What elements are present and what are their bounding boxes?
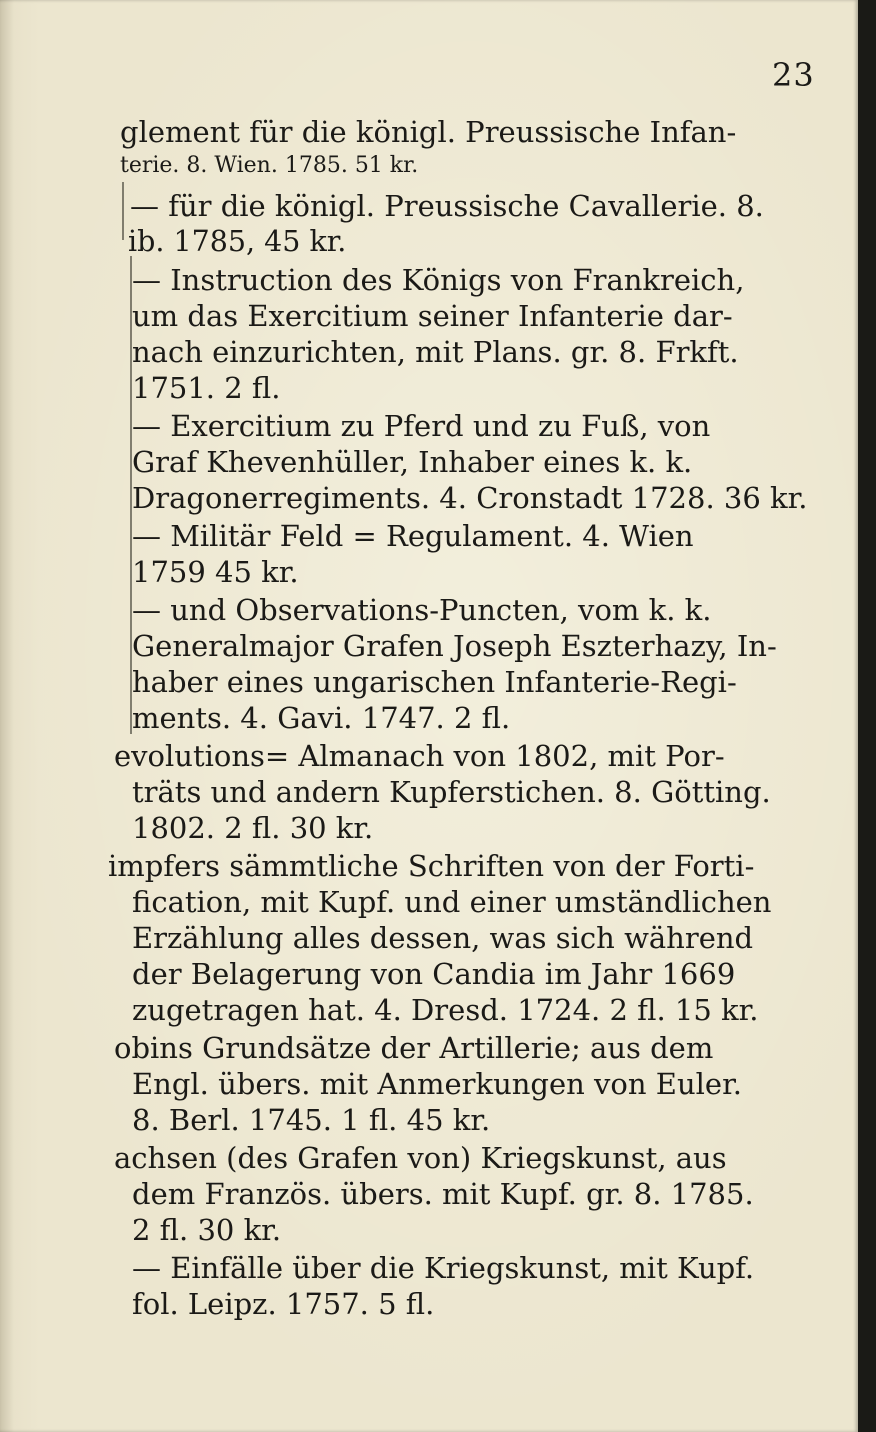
text-line: fication, mit Kupf. und einer umständlichen: [132, 885, 772, 919]
text-line: Erzählung alles dessen, was sich während: [132, 921, 754, 955]
text-line: nach einzurichten, mit Plans. gr. 8. Frkft.: [132, 335, 739, 369]
text-line: — und Observations-Puncten, vom k. k.: [132, 593, 712, 627]
text-line: — für die königl. Preussische Cavallerie. 8.: [130, 189, 764, 223]
text-line: träts und andern Kupferstichen. 8. Götting.: [132, 775, 771, 809]
text-line: achsen (des Grafen von) Kriegskunst, aus: [114, 1141, 727, 1175]
text-line: — Exercitium zu Pferd und zu Fuß, von: [132, 409, 711, 443]
text-line: 1802. 2 fl. 30 kr.: [132, 811, 374, 845]
text-line: 1751. 2 fl.: [132, 371, 281, 405]
text-line: fol. Leipz. 1757. 5 fl.: [132, 1287, 435, 1321]
text-line: impfers sämmtliche Schriften von der Forti-: [108, 849, 755, 883]
text-line: — Instruction des Königs von Frankreich,: [132, 263, 745, 297]
text-line: glement für die königl. Preussische Infan-: [120, 115, 737, 149]
text-line: 8. Berl. 1745. 1 fl. 45 kr.: [132, 1103, 491, 1137]
text-line: dem Französ. übers. mit Kupf. gr. 8. 1785.: [132, 1177, 754, 1211]
text-line: haber eines ungarischen Infanterie-Regi-: [132, 665, 737, 699]
text-line: der Belagerung von Candia im Jahr 1669: [132, 957, 736, 991]
text-line: Generalmajor Grafen Joseph Eszterhazy, In-: [132, 629, 777, 663]
text-line: ib. 1785, 45 kr.: [128, 225, 347, 258]
text-line: terie. 8. Wien. 1785. 51 kr.: [120, 153, 419, 178]
text-line: ments. 4. Gavi. 1747. 2 fl.: [132, 701, 511, 735]
page-edge-shadow: [858, 0, 876, 1432]
text-line: 2 fl. 30 kr.: [132, 1213, 282, 1247]
text-line: evolutions= Almanach von 1802, mit Por-: [114, 739, 725, 773]
text-line: Engl. übers. mit Anmerkungen von Euler.: [132, 1067, 742, 1101]
page-number: 23: [772, 56, 815, 94]
text-line: Graf Khevenhüller, Inhaber eines k. k.: [132, 445, 693, 479]
text-line: um das Exercitium seiner Infanterie dar-: [132, 299, 733, 333]
margin-rule: [122, 182, 124, 240]
text-line: zugetragen hat. 4. Dresd. 1724. 2 fl. 15 kr.: [132, 993, 759, 1027]
text-line: obins Grundsätze der Artillerie; aus dem: [114, 1031, 714, 1065]
text-line: — Einfälle über die Kriegskunst, mit Kupf.: [132, 1251, 755, 1285]
text-line: 1759 45 kr.: [132, 555, 299, 589]
text-line: — Militär Feld = Regulament. 4. Wien: [132, 519, 694, 553]
text-line: Dragonerregiments. 4. Cronstadt 1728. 36 kr.: [132, 481, 808, 515]
